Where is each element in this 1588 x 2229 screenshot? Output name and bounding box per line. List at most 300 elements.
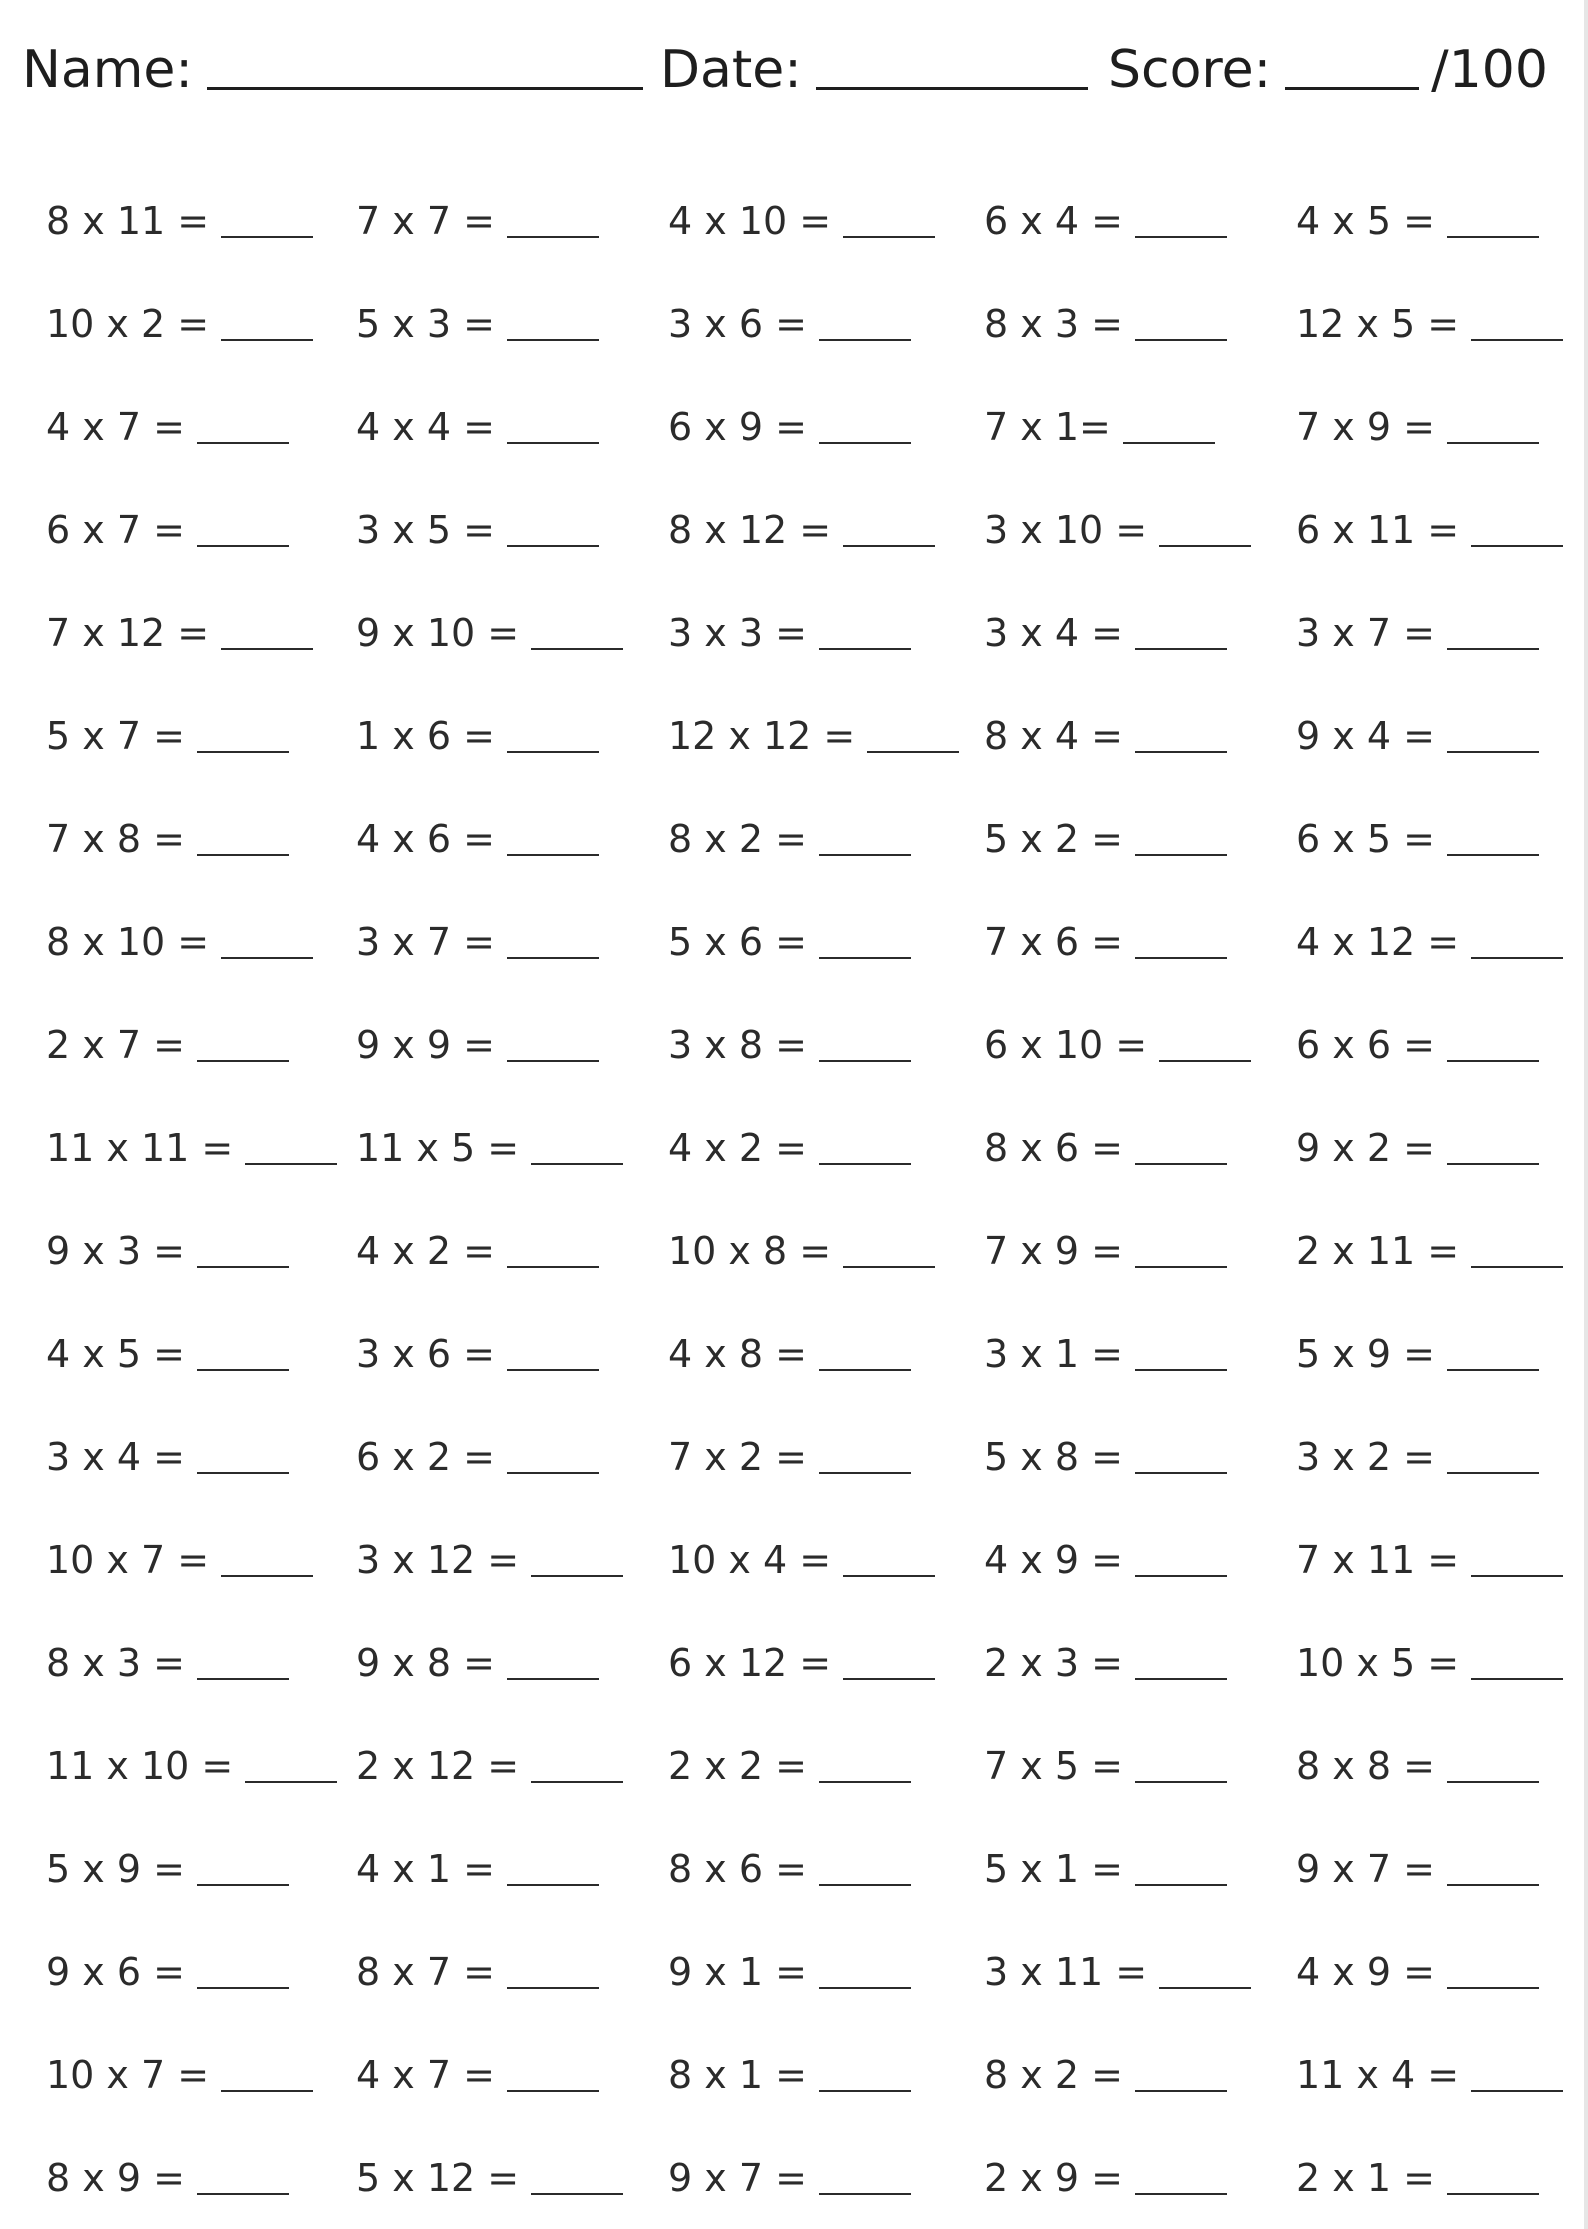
answer-blank[interactable] xyxy=(1135,957,1227,959)
answer-blank[interactable] xyxy=(819,1163,911,1165)
problem-item xyxy=(356,386,599,449)
problem-text: 11 x 11 = xyxy=(46,1126,234,1170)
score-total: /100 xyxy=(1431,40,1548,100)
problem-item xyxy=(984,695,1227,758)
answer-blank[interactable] xyxy=(819,1987,911,1989)
answer-blank[interactable] xyxy=(1135,1781,1227,1783)
problem-item xyxy=(668,1313,911,1376)
problem-item xyxy=(46,2034,313,2097)
answer-blank[interactable] xyxy=(1135,648,1227,650)
problem-text: 3 x 10 = xyxy=(984,508,1148,552)
problem-item xyxy=(984,1004,1251,1067)
problem-text: 8 x 4 = xyxy=(984,714,1123,758)
answer-blank[interactable] xyxy=(843,1678,935,1680)
problem-text: 7 x 9 = xyxy=(1296,405,1435,449)
problem-item xyxy=(46,1313,289,1376)
problem-item xyxy=(46,1622,289,1685)
problem-text: 2 x 3 = xyxy=(984,1641,1123,1685)
problem-item xyxy=(46,1107,337,1170)
answer-blank[interactable] xyxy=(1159,1060,1251,1062)
answer-blank[interactable] xyxy=(1123,442,1215,444)
answer-blank[interactable] xyxy=(1447,1884,1539,1886)
answer-blank[interactable] xyxy=(221,339,313,341)
problem-item xyxy=(1296,901,1563,964)
problem-text: 3 x 11 = xyxy=(984,1950,1148,1994)
problem-item xyxy=(668,180,935,243)
problem-text: 6 x 6 = xyxy=(1296,1023,1435,1067)
answer-blank[interactable] xyxy=(1447,854,1539,856)
problem-item xyxy=(356,592,623,655)
answer-blank[interactable] xyxy=(531,2193,623,2195)
problem-item xyxy=(356,1931,599,1994)
problem-text: 8 x 6 = xyxy=(668,1847,807,1891)
answer-blank[interactable] xyxy=(819,648,911,650)
answer-blank[interactable] xyxy=(197,1987,289,1989)
problem-text: 8 x 8 = xyxy=(1296,1744,1435,1788)
problem-item xyxy=(1296,1828,1539,1891)
answer-blank[interactable] xyxy=(507,957,599,959)
answer-blank[interactable] xyxy=(531,1575,623,1577)
problem-item xyxy=(1296,1210,1563,1273)
problem-item xyxy=(984,180,1227,243)
answer-blank[interactable] xyxy=(1447,1369,1539,1371)
problem-item xyxy=(984,901,1227,964)
answer-blank[interactable] xyxy=(819,2193,911,2195)
answer-blank[interactable] xyxy=(1447,1781,1539,1783)
problem-text: 4 x 2 = xyxy=(356,1229,495,1273)
problem-text: 9 x 1 = xyxy=(668,1950,807,1994)
problem-item xyxy=(46,283,313,346)
problem-item xyxy=(668,592,911,655)
problem-text: 2 x 12 = xyxy=(356,1744,520,1788)
problem-text: 9 x 3 = xyxy=(46,1229,185,1273)
answer-blank[interactable] xyxy=(1135,2090,1227,2092)
problem-text: 9 x 7 = xyxy=(1296,1847,1435,1891)
answer-blank[interactable] xyxy=(819,1781,911,1783)
problem-item xyxy=(984,1313,1227,1376)
answer-blank[interactable] xyxy=(1447,442,1539,444)
problem-item xyxy=(984,1931,1251,1994)
problem-text: 8 x 2 = xyxy=(668,817,807,861)
problem-item xyxy=(1296,1725,1539,1788)
problem-item xyxy=(668,2034,911,2097)
name-label: Name: xyxy=(22,40,193,100)
answer-blank[interactable] xyxy=(221,2090,313,2092)
problem-text: 6 x 12 = xyxy=(668,1641,832,1685)
answer-blank[interactable] xyxy=(197,442,289,444)
problem-text: 9 x 2 = xyxy=(1296,1126,1435,1170)
problem-text: 4 x 5 = xyxy=(46,1332,185,1376)
answer-blank[interactable] xyxy=(819,1884,911,1886)
problem-text: 9 x 4 = xyxy=(1296,714,1435,758)
problem-text: 4 x 4 = xyxy=(356,405,495,449)
problem-text: 6 x 5 = xyxy=(1296,817,1435,861)
problem-text: 3 x 4 = xyxy=(46,1435,185,1479)
problem-item xyxy=(356,1004,599,1067)
problem-text: 7 x 6 = xyxy=(984,920,1123,964)
answer-blank[interactable] xyxy=(1471,339,1563,341)
problem-item xyxy=(46,1416,289,1479)
problem-text: 5 x 9 = xyxy=(46,1847,185,1891)
answer-blank[interactable] xyxy=(1447,1472,1539,1474)
problem-text: 8 x 1 = xyxy=(668,2053,807,2097)
problem-item xyxy=(356,1313,599,1376)
answer-blank[interactable] xyxy=(1471,1678,1563,1680)
problem-text: 7 x 9 = xyxy=(984,1229,1123,1273)
answer-blank[interactable] xyxy=(1135,339,1227,341)
problem-text: 8 x 6 = xyxy=(984,1126,1123,1170)
problem-item xyxy=(668,2137,911,2200)
problem-item xyxy=(1296,1004,1539,1067)
answer-blank[interactable] xyxy=(221,957,313,959)
problem-item xyxy=(984,1519,1227,1582)
problem-item xyxy=(668,1931,911,1994)
answer-blank[interactable] xyxy=(507,1884,599,1886)
answer-blank[interactable] xyxy=(843,1266,935,1268)
problem-item xyxy=(356,1622,599,1685)
problem-item xyxy=(356,901,599,964)
problem-text: 10 x 4 = xyxy=(668,1538,832,1582)
problem-item xyxy=(356,1416,599,1479)
problem-text: 4 x 2 = xyxy=(668,1126,807,1170)
problem-item xyxy=(984,386,1215,449)
answer-blank[interactable] xyxy=(1447,648,1539,650)
problem-item xyxy=(356,1519,623,1582)
problem-item xyxy=(1296,2034,1563,2097)
problem-text: 7 x 5 = xyxy=(984,1744,1123,1788)
problem-item xyxy=(356,489,599,552)
answer-blank[interactable] xyxy=(197,1369,289,1371)
answer-blank[interactable] xyxy=(507,1472,599,1474)
problem-item xyxy=(46,2137,289,2200)
problem-text: 9 x 8 = xyxy=(356,1641,495,1685)
problem-item xyxy=(46,1725,337,1788)
problem-text: 2 x 11 = xyxy=(1296,1229,1460,1273)
problem-item xyxy=(984,798,1227,861)
answer-blank[interactable] xyxy=(531,1163,623,1165)
problem-text: 6 x 9 = xyxy=(668,405,807,449)
problem-item xyxy=(1296,283,1563,346)
answer-blank[interactable] xyxy=(245,1163,337,1165)
answer-blank[interactable] xyxy=(819,339,911,341)
problem-item xyxy=(1296,592,1539,655)
answer-blank[interactable] xyxy=(1447,1060,1539,1062)
page-edge xyxy=(1584,0,1588,2229)
problem-item xyxy=(668,1210,935,1273)
answer-blank[interactable] xyxy=(507,1987,599,1989)
answer-blank[interactable] xyxy=(1135,1163,1227,1165)
problem-text: 4 x 1 = xyxy=(356,1847,495,1891)
problem-text: 5 x 1 = xyxy=(984,1847,1123,1891)
answer-blank[interactable] xyxy=(507,1369,599,1371)
answer-blank[interactable] xyxy=(1471,2090,1563,2092)
problem-text: 3 x 6 = xyxy=(356,1332,495,1376)
problem-item xyxy=(668,1416,911,1479)
answer-blank[interactable] xyxy=(819,1472,911,1474)
problem-text: 4 x 12 = xyxy=(1296,920,1460,964)
problem-text: 6 x 7 = xyxy=(46,508,185,552)
problem-text: 3 x 8 = xyxy=(668,1023,807,1067)
problem-item xyxy=(46,798,289,861)
problem-text: 4 x 8 = xyxy=(668,1332,807,1376)
problem-text: 3 x 4 = xyxy=(984,611,1123,655)
problem-item xyxy=(668,695,959,758)
answer-blank[interactable] xyxy=(507,339,599,341)
answer-blank[interactable] xyxy=(507,1678,599,1680)
score-label: Score: xyxy=(1108,40,1272,100)
answer-blank[interactable] xyxy=(819,2090,911,2092)
answer-blank[interactable] xyxy=(221,648,313,650)
problem-item xyxy=(46,1519,313,1582)
problem-item xyxy=(46,901,313,964)
problem-text: 4 x 7 = xyxy=(46,405,185,449)
problem-item xyxy=(984,1622,1227,1685)
problem-item xyxy=(46,1828,289,1891)
problem-item xyxy=(46,1931,289,1994)
answer-blank[interactable] xyxy=(507,1266,599,1268)
problem-text: 8 x 9 = xyxy=(46,2156,185,2200)
problem-text: 12 x 5 = xyxy=(1296,302,1460,346)
problem-item xyxy=(668,901,911,964)
problem-text: 5 x 9 = xyxy=(1296,1332,1435,1376)
answer-blank[interactable] xyxy=(1471,1266,1563,1268)
answer-blank[interactable] xyxy=(1135,1884,1227,1886)
problem-text: 4 x 9 = xyxy=(1296,1950,1435,1994)
answer-blank[interactable] xyxy=(1471,545,1563,547)
answer-blank[interactable] xyxy=(1135,751,1227,753)
answer-blank[interactable] xyxy=(531,648,623,650)
problem-item xyxy=(668,1107,911,1170)
answer-blank[interactable] xyxy=(819,442,911,444)
answer-blank[interactable] xyxy=(1135,1266,1227,1268)
problem-text: 5 x 6 = xyxy=(668,920,807,964)
problem-item xyxy=(984,1725,1227,1788)
answer-blank[interactable] xyxy=(197,1884,289,1886)
answer-blank[interactable] xyxy=(197,751,289,753)
problem-item xyxy=(356,1828,599,1891)
problem-item xyxy=(356,695,599,758)
problem-item xyxy=(984,592,1227,655)
answer-blank[interactable] xyxy=(819,1369,911,1371)
problem-text: 4 x 5 = xyxy=(1296,199,1435,243)
problem-item xyxy=(46,1210,289,1273)
answer-blank[interactable] xyxy=(197,854,289,856)
problem-text: 8 x 3 = xyxy=(984,302,1123,346)
problem-text: 11 x 5 = xyxy=(356,1126,520,1170)
problem-text: 3 x 5 = xyxy=(356,508,495,552)
problem-text: 7 x 8 = xyxy=(46,817,185,861)
problem-item xyxy=(984,1107,1227,1170)
problem-text: 7 x 1= xyxy=(984,405,1111,449)
problem-item xyxy=(1296,1416,1539,1479)
problem-item xyxy=(356,1725,623,1788)
answer-blank[interactable] xyxy=(1447,236,1539,238)
problem-text: 8 x 11 = xyxy=(46,199,210,243)
problem-text: 9 x 10 = xyxy=(356,611,520,655)
answer-blank[interactable] xyxy=(507,751,599,753)
answer-blank[interactable] xyxy=(1159,1987,1251,1989)
problem-text: 4 x 7 = xyxy=(356,2053,495,2097)
problem-item xyxy=(984,2137,1227,2200)
answer-blank[interactable] xyxy=(197,1060,289,1062)
problem-item xyxy=(1296,1931,1539,1994)
answer-blank[interactable] xyxy=(1471,1575,1563,1577)
problem-item xyxy=(668,386,911,449)
problem-text: 10 x 8 = xyxy=(668,1229,832,1273)
problem-item xyxy=(1296,1313,1539,1376)
answer-blank[interactable] xyxy=(1135,854,1227,856)
answer-blank[interactable] xyxy=(1159,545,1251,547)
problem-item xyxy=(46,592,313,655)
problem-text: 3 x 3 = xyxy=(668,611,807,655)
problem-item xyxy=(1296,1519,1563,1582)
answer-blank[interactable] xyxy=(197,2193,289,2195)
answer-blank[interactable] xyxy=(867,751,959,753)
answer-blank[interactable] xyxy=(1135,1678,1227,1680)
problem-item xyxy=(668,798,911,861)
problem-text: 8 x 7 = xyxy=(356,1950,495,1994)
problem-text: 9 x 6 = xyxy=(46,1950,185,1994)
problem-item xyxy=(668,1004,911,1067)
problem-text: 2 x 7 = xyxy=(46,1023,185,1067)
problem-item xyxy=(1296,695,1539,758)
answer-blank[interactable] xyxy=(819,957,911,959)
problem-text: 7 x 12 = xyxy=(46,611,210,655)
problem-item xyxy=(668,1622,935,1685)
problem-text: 7 x 2 = xyxy=(668,1435,807,1479)
answer-blank[interactable] xyxy=(819,1060,911,1062)
problem-item xyxy=(668,1519,935,1582)
problem-item xyxy=(1296,2137,1539,2200)
problem-item xyxy=(356,1107,623,1170)
problem-text: 8 x 10 = xyxy=(46,920,210,964)
problem-text: 12 x 12 = xyxy=(668,714,856,758)
problem-item xyxy=(984,2034,1227,2097)
answer-blank[interactable] xyxy=(1135,2193,1227,2195)
answer-blank[interactable] xyxy=(1135,236,1227,238)
answer-blank[interactable] xyxy=(1447,1163,1539,1165)
problem-text: 3 x 2 = xyxy=(1296,1435,1435,1479)
problem-text: 5 x 2 = xyxy=(984,817,1123,861)
problem-text: 3 x 1 = xyxy=(984,1332,1123,1376)
problem-item xyxy=(984,1828,1227,1891)
problem-item xyxy=(984,489,1251,552)
problem-text: 6 x 11 = xyxy=(1296,508,1460,552)
answer-blank[interactable] xyxy=(1447,2193,1539,2195)
answer-blank[interactable] xyxy=(507,442,599,444)
answer-blank[interactable] xyxy=(1447,751,1539,753)
problem-item xyxy=(356,2137,623,2200)
answer-blank[interactable] xyxy=(197,1678,289,1680)
problem-item xyxy=(984,1416,1227,1479)
problem-text: 3 x 12 = xyxy=(356,1538,520,1582)
problem-text: 2 x 9 = xyxy=(984,2156,1123,2200)
problem-text: 6 x 2 = xyxy=(356,1435,495,1479)
problem-text: 7 x 11 = xyxy=(1296,1538,1460,1582)
answer-blank[interactable] xyxy=(1135,1472,1227,1474)
date-label: Date: xyxy=(660,40,802,100)
problem-text: 10 x 7 = xyxy=(46,2053,210,2097)
problem-text: 5 x 3 = xyxy=(356,302,495,346)
problem-text: 2 x 2 = xyxy=(668,1744,807,1788)
answer-blank[interactable] xyxy=(221,1575,313,1577)
problem-item xyxy=(46,489,289,552)
problem-item xyxy=(356,180,599,243)
problem-text: 9 x 7 = xyxy=(668,2156,807,2200)
problem-item xyxy=(356,1210,599,1273)
problem-text: 8 x 2 = xyxy=(984,2053,1123,2097)
problem-text: 5 x 7 = xyxy=(46,714,185,758)
problem-item xyxy=(46,386,289,449)
problem-text: 4 x 6 = xyxy=(356,817,495,861)
problem-item xyxy=(668,1828,911,1891)
problem-text: 4 x 10 = xyxy=(668,199,832,243)
problem-item xyxy=(668,1725,911,1788)
answer-blank[interactable] xyxy=(221,236,313,238)
problem-item xyxy=(668,283,911,346)
problem-text: 10 x 7 = xyxy=(46,1538,210,1582)
problem-item xyxy=(1296,489,1563,552)
problem-text: 10 x 2 = xyxy=(46,302,210,346)
answer-blank[interactable] xyxy=(843,545,935,547)
problem-text: 7 x 7 = xyxy=(356,199,495,243)
answer-blank[interactable] xyxy=(197,1266,289,1268)
answer-blank[interactable] xyxy=(531,1781,623,1783)
answer-blank[interactable] xyxy=(507,545,599,547)
answer-blank[interactable] xyxy=(507,854,599,856)
problem-text: 8 x 3 = xyxy=(46,1641,185,1685)
answer-blank[interactable] xyxy=(1471,957,1563,959)
answer-blank[interactable] xyxy=(507,236,599,238)
answer-blank[interactable] xyxy=(843,236,935,238)
answer-blank[interactable] xyxy=(1135,1575,1227,1577)
answer-blank[interactable] xyxy=(507,1060,599,1062)
problem-item xyxy=(1296,1107,1539,1170)
problem-text: 1 x 6 = xyxy=(356,714,495,758)
problem-item xyxy=(356,2034,599,2097)
answer-blank[interactable] xyxy=(507,2090,599,2092)
answer-blank[interactable] xyxy=(1135,1369,1227,1371)
problem-item xyxy=(356,283,599,346)
answer-blank[interactable] xyxy=(197,1472,289,1474)
problem-text: 11 x 4 = xyxy=(1296,2053,1460,2097)
problem-text: 3 x 7 = xyxy=(1296,611,1435,655)
problem-text: 11 x 10 = xyxy=(46,1744,234,1788)
answer-blank[interactable] xyxy=(197,545,289,547)
answer-blank[interactable] xyxy=(245,1781,337,1783)
answer-blank[interactable] xyxy=(1447,1987,1539,1989)
problem-item xyxy=(1296,386,1539,449)
problem-item xyxy=(1296,798,1539,861)
problem-text: 5 x 8 = xyxy=(984,1435,1123,1479)
problem-text: 3 x 6 = xyxy=(668,302,807,346)
problem-item xyxy=(1296,1622,1563,1685)
answer-blank[interactable] xyxy=(843,1575,935,1577)
problem-text: 6 x 10 = xyxy=(984,1023,1148,1067)
problem-item xyxy=(46,1004,289,1067)
problem-item xyxy=(46,180,313,243)
problem-item xyxy=(356,798,599,861)
problem-text: 5 x 12 = xyxy=(356,2156,520,2200)
problem-item xyxy=(984,1210,1227,1273)
problem-text: 3 x 7 = xyxy=(356,920,495,964)
problem-text: 8 x 12 = xyxy=(668,508,832,552)
problem-item xyxy=(668,489,935,552)
problem-text: 6 x 4 = xyxy=(984,199,1123,243)
answer-blank[interactable] xyxy=(819,854,911,856)
problem-item xyxy=(46,695,289,758)
problem-item xyxy=(1296,180,1539,243)
